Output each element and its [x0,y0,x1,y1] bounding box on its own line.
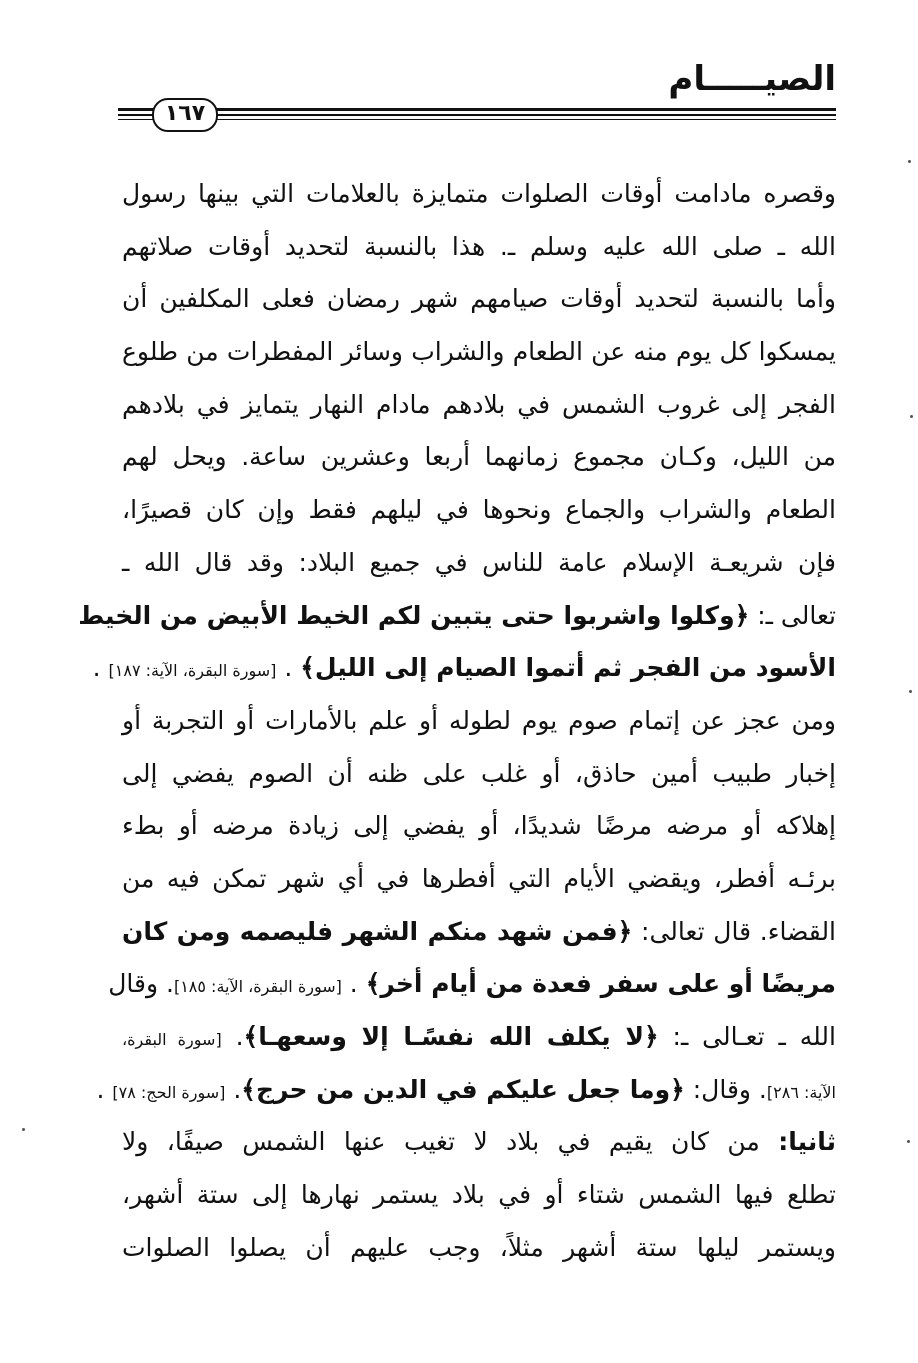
verse-reference: [سورة البقرة، [122,1030,222,1049]
text-line: فإن شريعـة الإسلام عامة للناس في جميع البلاد: وقد قال الله ـ [122,547,836,577]
header-rule-line [118,119,836,120]
page-number: ١٦٧ [152,98,218,132]
header-rule-line [118,114,836,116]
scan-speck [910,415,913,418]
text-line: إهلاكه أو مرضه مرضًا شديدًا، أو يفضي إلى زيادة مرضه أو بطء [122,811,836,841]
text-line: برئـه أفطر، ويقضي الأيام التي أفطرها في أي شهر تمكن فيه من [122,863,836,893]
text-line: وقصره مادامت أوقات الصلوات متمايزة بالعلامات التي بينها رسول [122,179,836,208]
text-line: القضاء. قال تعالى: ﴿فمن شهد منكم الشهر فليصمه ومن كان [122,916,837,946]
text-line: ويستمر ليلها ستة أشهر مثلاً، وجب عليهم أن يصلوا الصلوات [122,1232,836,1262]
body-text [78,168,837,1274]
text-line: الآية: ٢٨٦]. وقال: ﴿وما جعل عليكم في الدين من حرج﴾. [سورة الحج: ٧٨] . [96,1074,836,1104]
quran-verse: ﴿لا يكلف الله نفسًـا إلا وسعهـا﴾ [243,1022,659,1051]
scan-speck [909,690,912,693]
text-line: الأسود من الفجر ثم أتموا الصيام إلى الليل﴾ . [سورة البقرة، الآية: ١٨٧] . [92,653,836,683]
text-line: تطلع فيها الشمس شتاء أو في بلاد يستمر نهارها إلى ستة أشهر، [122,1180,836,1210]
scan-speck [908,160,911,163]
text-line: الله ـ تعـالى ـ: ﴿لا يكلف الله نفسًـا إلا وسعهـا﴾. [سورة البقرة، [122,1022,836,1051]
text-line: الطعام والشراب والجماع ونحوها في ليلهم فقط وإن كان قصيرًا، [122,495,836,525]
header-rule-line [118,108,836,111]
text-line: الفجر إلى غروب الشمس في بلادهم مادام النهار يتمايز في بلادهم [122,389,836,419]
scan-speck [907,1140,910,1143]
section-label: ثانيا: [778,1127,836,1157]
quran-verse: ﴿فمن شهد منكم الشهر فليصمه ومن كان [122,916,633,946]
text-line: من الليل، وكـان مجموع زمانهما أربعا وعشرين ساعة. ويحل لهم [122,442,836,472]
scan-speck [22,1128,25,1131]
header-rule [118,106,836,122]
text-line: إخبار طبيب أمين حاذق، أو غلب على ظنه أن الصوم يفضي إلى [122,758,836,788]
text-line: ثانيا: من كان يقيم في بلاد لا تغيب عنها الشمس صيفًا، ولا [122,1127,836,1157]
quran-verse: ﴿وكلوا واشربوا حتى يتبين لكم الخيط الأبيض من الخيط [78,600,750,630]
running-title: الصيـــــام [668,59,836,99]
text-line: يمسكوا كل يوم منه عن الطعام والشراب وسائر المفطرات من طلوع [122,337,836,367]
verse-reference: [سورة البقرة، الآية: ١٨٧] [108,661,277,681]
quran-verse: ﴿وما جعل عليكم في الدين من حرج﴾ [241,1074,685,1104]
verse-reference: [سورة الحج: ٧٨] [112,1082,226,1102]
verse-reference: الآية: ٢٨٦] [766,1082,836,1102]
quran-verse: الأسود من الفجر ثم أتموا الصيام إلى الليل﴾ [300,653,836,683]
text-line: ومن عجز عن إتمام صوم يوم لطوله أو علم بالأمارات أو التجربة أو [122,705,836,735]
verse-reference: [سورة البقرة، الآية: ١٨٥] [173,977,342,997]
text-line: الله ـ صلى الله عليه وسلم ـ. هذا بالنسبة لتحديد أوقات صلاتهم [122,231,836,261]
text-line: وأما بالنسبة لتحديد أوقات صيامهم شهر رمضان فعلى المكلفين أن [122,284,836,314]
text-line: تعالى ـ: ﴿وكلوا واشربوا حتى يتبين لكم الخيط الأبيض من الخيط [78,600,836,630]
quran-verse: مريضًا أو على سفر فعدة من أيام أخر﴾ [365,969,836,999]
text-line: مريضًا أو على سفر فعدة من أيام أخر﴾ . [سورة البقرة، الآية: ١٨٥]. وقال [108,969,836,999]
